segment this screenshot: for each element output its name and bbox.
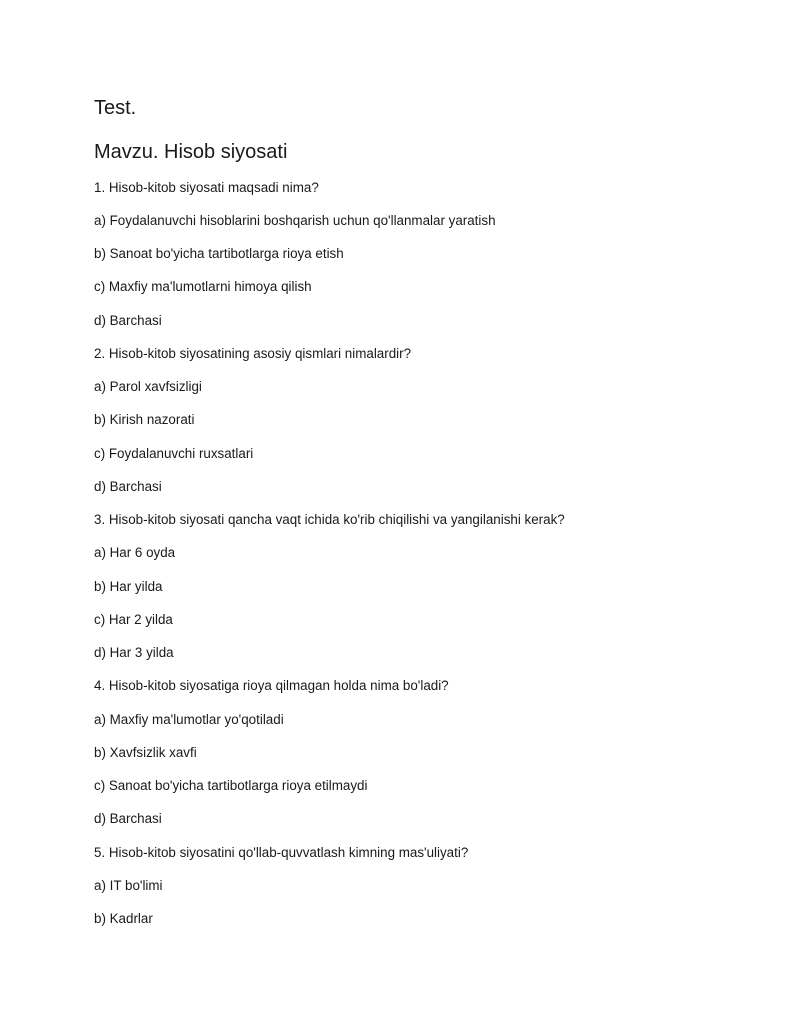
option-4c: c) Sanoat bo'yicha tartibotlarga rioya etilmaydi (94, 778, 368, 793)
option-1b: b) Sanoat bo'yicha tartibotlarga rioya etish (94, 246, 344, 261)
option-2c: c) Foydalanuvchi ruxsatlari (94, 446, 254, 461)
option-4b: b) Xavfsizlik xavfi (94, 745, 197, 760)
topic-title: Mavzu. Hisob siyosati (94, 141, 288, 163)
question-1: 1. Hisob-kitob siyosati maqsadi nima? (94, 180, 319, 195)
question-5: 5. Hisob-kitob siyosatini qo'llab-quvvatlash kimning mas'uliyati? (94, 845, 469, 860)
option-3a: a) Har 6 oyda (94, 545, 176, 560)
document-heading: Test. (94, 97, 137, 119)
option-2d: d) Barchasi (94, 479, 162, 494)
option-1a: a) Foydalanuvchi hisoblarini boshqarish uchun qo'llanmalar yaratish (94, 213, 496, 228)
option-4d: d) Barchasi (94, 811, 162, 826)
option-5b: b) Kadrlar (94, 911, 153, 926)
option-3b: b) Har yilda (94, 579, 163, 594)
option-2a: a) Parol xavfsizligi (94, 379, 202, 394)
option-2b: b) Kirish nazorati (94, 412, 195, 427)
option-3d: d) Har 3 yilda (94, 645, 174, 660)
option-1d: d) Barchasi (94, 313, 162, 328)
question-3: 3. Hisob-kitob siyosati qancha vaqt ichida ko'rib chiqilishi va yangilanishi kerak? (94, 512, 565, 527)
question-2: 2. Hisob-kitob siyosatining asosiy qismlari nimalardir? (94, 346, 412, 361)
option-1c: c) Maxfiy ma'lumotlarni himoya qilish (94, 279, 312, 294)
option-3c: c) Har 2 yilda (94, 612, 173, 627)
option-5a: a) IT bo'limi (94, 878, 163, 893)
question-4: 4. Hisob-kitob siyosatiga rioya qilmagan holda nima bo'ladi? (94, 678, 449, 693)
option-4a: a) Maxfiy ma'lumotlar yo'qotiladi (94, 712, 284, 727)
